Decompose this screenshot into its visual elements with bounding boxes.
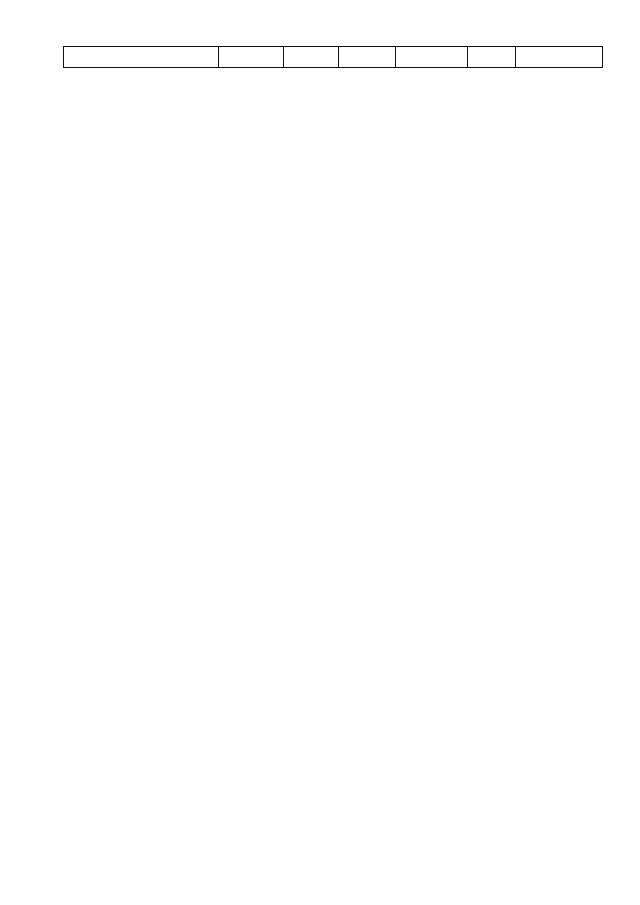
- header-col-2: [218, 47, 283, 67]
- table-header: [63, 46, 603, 68]
- header-col-3: [283, 47, 338, 67]
- header-col-5: [395, 47, 467, 67]
- header-col-4: [338, 47, 395, 67]
- header-col-7: [515, 47, 603, 67]
- header-col-6: [467, 47, 515, 67]
- header-col-1: [63, 47, 218, 67]
